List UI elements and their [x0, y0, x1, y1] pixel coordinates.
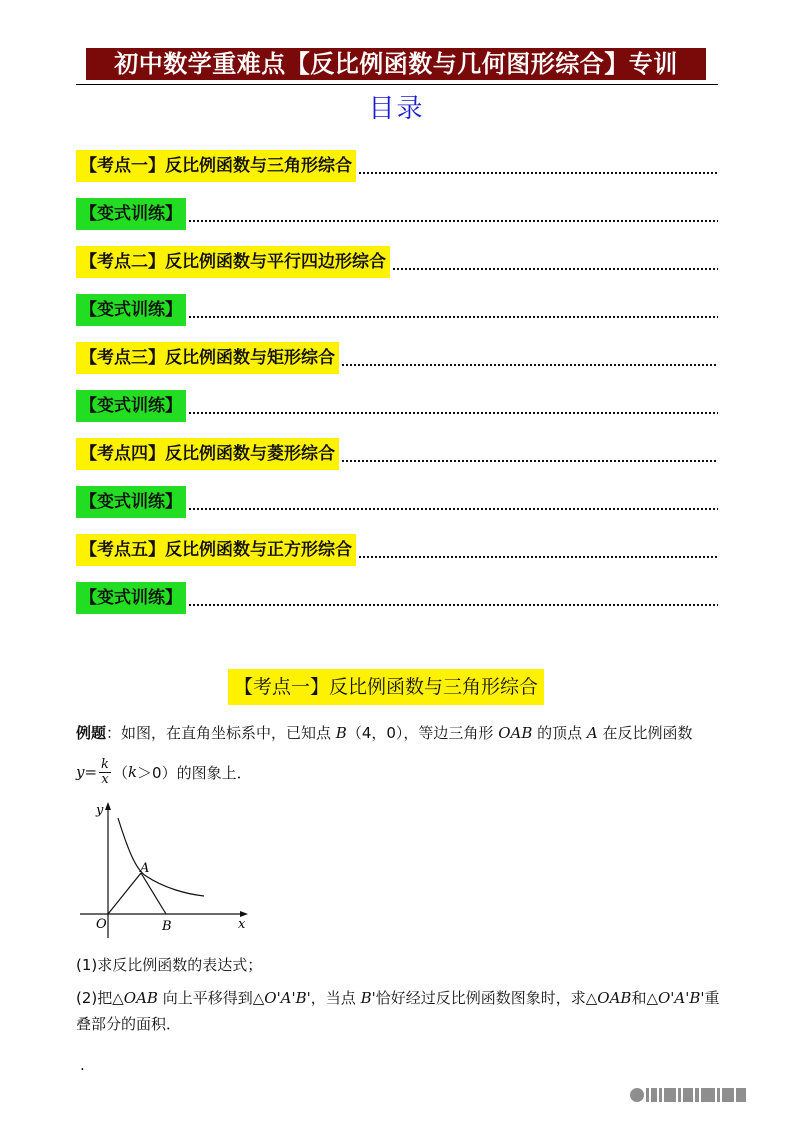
toc-item-topic-4[interactable]	[76, 430, 718, 478]
fraction-denominator: x	[101, 771, 109, 787]
toc-leader-dots	[392, 268, 718, 270]
toc-leader-dots	[358, 556, 718, 558]
y-axis-arrow	[105, 802, 111, 810]
x-axis-label: x	[238, 917, 246, 932]
q2-text: (2)把△	[76, 989, 124, 1007]
toc-item-label: 【变式训练】	[76, 486, 186, 518]
toc-item-practice-3[interactable]	[76, 382, 718, 430]
toc-item-practice-2[interactable]	[76, 286, 718, 334]
q2-triangle: OAB	[597, 989, 632, 1007]
condition-k: k	[127, 763, 138, 781]
toc-leader-dots	[341, 460, 718, 462]
toc-item-label: 【考点一】反比例函数与三角形综合	[76, 150, 356, 182]
point-a-label: A	[140, 861, 150, 876]
y-axis-label: y	[96, 803, 104, 818]
triangle-side-ab	[141, 873, 166, 914]
q2-triangle: O'A'B'	[264, 989, 311, 1007]
q2-text: 重叠部分的面积．	[76, 989, 720, 1033]
toc-item-label: 【考点五】反比例函数与正方形综合	[76, 534, 356, 566]
toc-item-topic-2[interactable]	[76, 238, 718, 286]
formula-y: y=	[76, 763, 98, 781]
toc-item-topic-1[interactable]	[76, 142, 718, 190]
question-2	[76, 985, 726, 1037]
example-text: 在反比例函数	[597, 724, 693, 742]
fraction-numerator: k	[101, 756, 109, 772]
watermark-logo	[630, 1086, 780, 1104]
toc-leader-dots	[341, 364, 718, 366]
example-text: ：如图，在直角坐标系中，已知点	[106, 724, 336, 742]
toc-leader-dots	[358, 172, 718, 174]
condition-close: ＞0）的图象上．	[137, 763, 252, 782]
condition-open: （	[112, 763, 128, 782]
formula-fraction	[99, 758, 111, 787]
toc-item-label: 【变式训练】	[76, 390, 186, 422]
table-of-contents	[76, 142, 718, 622]
example-text: （4，0），等边三角形	[346, 724, 499, 742]
origin-label: O	[96, 917, 107, 932]
formula-line	[76, 754, 252, 790]
triangle-name: OAB	[498, 724, 533, 742]
toc-leader-dots	[188, 220, 718, 222]
example-text: 的顶点	[532, 724, 587, 742]
toc-item-label: 【考点四】反比例函数与菱形综合	[76, 438, 339, 470]
toc-leader-dots	[188, 508, 718, 510]
q2-triangle: OAB	[123, 989, 158, 1007]
toc-heading: 目录	[368, 94, 425, 124]
toc-item-practice-5[interactable]	[76, 574, 718, 622]
point-a: A	[586, 724, 598, 742]
q2-text: ，当点	[310, 989, 361, 1007]
toc-item-label: 【变式训练】	[76, 582, 186, 614]
toc-item-label: 【考点二】反比例函数与平行四边形综合	[76, 246, 390, 278]
example-graph	[76, 798, 256, 943]
toc-leader-dots	[188, 412, 718, 414]
q2-triangle: O'A'B'	[657, 989, 705, 1007]
toc-item-label: 【变式训练】	[76, 198, 186, 230]
toc-leader-dots	[188, 316, 718, 318]
q2-text: 向上平移得到△	[157, 989, 265, 1007]
question-1: (1)求反比例函数的表达式；	[76, 956, 263, 974]
title-divider	[76, 84, 718, 85]
hyperbola-curve	[118, 818, 204, 896]
toc-leader-dots	[188, 604, 718, 606]
point-b-label: B	[162, 919, 172, 934]
page-title: 初中数学重难点【反比例函数与几何图形综合】专训	[86, 48, 706, 80]
toc-item-label: 【考点三】反比例函数与矩形综合	[76, 342, 339, 374]
q2-text: 恰好经过反比例函数图象时，求△	[375, 989, 598, 1007]
toc-item-topic-5[interactable]	[76, 526, 718, 574]
triangle-side-oa	[108, 873, 141, 914]
toc-item-practice-1[interactable]	[76, 190, 718, 238]
example-label: 例题	[76, 724, 107, 742]
example-problem	[76, 720, 721, 746]
toc-item-label: 【变式训练】	[76, 294, 186, 326]
q2-text: 和△	[631, 989, 658, 1007]
toc-item-practice-4[interactable]	[76, 478, 718, 526]
q2-point: B'	[360, 989, 376, 1007]
point-b: B	[335, 724, 347, 742]
toc-item-topic-3[interactable]	[76, 334, 718, 382]
section-heading: 【考点一】反比例函数与三角形综合	[228, 669, 544, 705]
trailing-dot: .	[80, 1056, 85, 1074]
